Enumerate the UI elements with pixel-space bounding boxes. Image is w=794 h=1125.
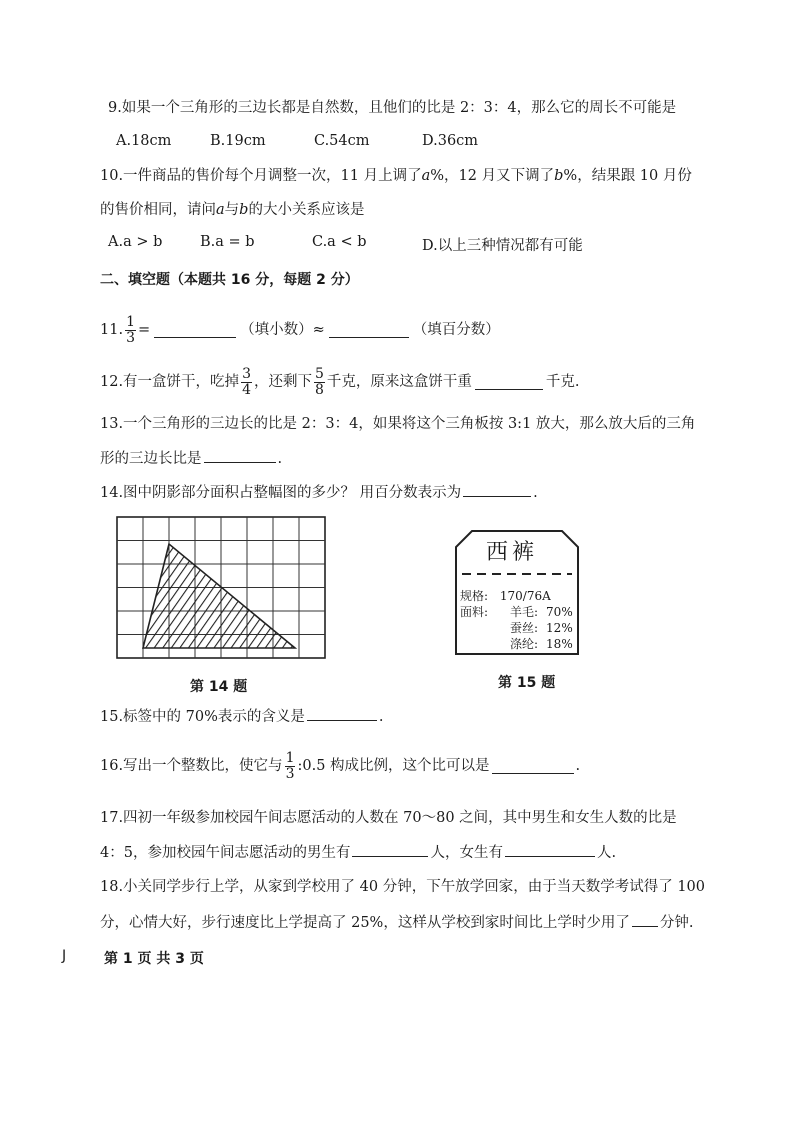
- q14-blank[interactable]: [463, 482, 531, 497]
- question-17-line-1: 17.四初一年级参加校园午间志愿活动的人数在 70～80 之间，其中男生和女生人数的比是: [100, 810, 677, 826]
- label-spec-key: 规格:: [460, 589, 489, 603]
- question-12: [100, 362, 580, 402]
- question-18-line-1: 18.小关同学步行上学，从家到学校用了 40 分钟，下午放学回家，由于当天数学考试得了 100: [100, 879, 706, 895]
- q9-option-d: D.36cm: [422, 133, 479, 149]
- q10-text-5: 与: [224, 202, 240, 218]
- label-spec: [460, 589, 551, 603]
- q12-f1-den: 4: [242, 381, 251, 398]
- q10-var-a: a: [421, 168, 431, 184]
- q10-text-4: 的售价相同，请问: [100, 202, 216, 218]
- question-11: [100, 310, 500, 350]
- figure-15-caption: 第 15 题: [498, 675, 556, 691]
- label-row-pct: 70%: [546, 605, 573, 619]
- q17-text-3: 人.: [596, 845, 617, 861]
- q11-mid: （填小数）≈: [240, 322, 325, 338]
- label-row-silk: [510, 621, 573, 635]
- q14-text: 14.图中阴影部分面积占整幅图的多少？ 用百分数表示为: [100, 485, 462, 501]
- label-row-polyester: [510, 637, 573, 651]
- q10-option-d: D.以上三种情况都有可能: [422, 238, 583, 254]
- q12-text-2: ，还剩下: [253, 374, 312, 390]
- label-row-wool: [510, 605, 573, 619]
- q12-f2-den: 8: [314, 381, 324, 398]
- section-2-heading: 二、填空题（本题共 16 分，每题 2 分）: [100, 272, 359, 288]
- footer-mark: J: [62, 948, 67, 964]
- label-row-pct: 18%: [546, 637, 573, 651]
- question-13-line-1: 13.一个三角形的三边长的比是 2：3：4，如果将这个三角板按 3:1 放大，那么放大后的三角: [100, 416, 696, 432]
- question-9-text: 9.如果一个三角形的三边长都是自然数，且他们的比是 2：3：4，那么它的周长不可能是: [108, 100, 677, 116]
- q16-text-2: :0.5 构成比例，这个比可以是: [297, 758, 490, 774]
- q17-blank-girls[interactable]: [505, 842, 595, 857]
- q12-blank[interactable]: [475, 375, 543, 390]
- q13-text: 形的三边长比是: [100, 451, 202, 467]
- q11-fraction-den: 3: [126, 329, 135, 346]
- q10-text-6: 的大小关系应该是: [248, 202, 365, 218]
- question-16: [100, 746, 580, 786]
- q10-var-a2: a: [216, 202, 225, 218]
- question-18-line-2: [100, 912, 693, 933]
- q9-option-c: C.54cm: [314, 133, 370, 149]
- q12-f1-num: 3: [242, 365, 251, 382]
- q11-blank-decimal[interactable]: [154, 323, 236, 338]
- figure-14-grid: [112, 512, 332, 664]
- q12-text-1: 12.有一盒饼干，吃掉: [100, 374, 240, 390]
- label-fabric-key: 面料:: [460, 605, 489, 619]
- label-title: 西裤: [486, 540, 539, 565]
- q17-text-2: 人，女生有: [430, 845, 503, 861]
- label-row-name: 羊毛:: [510, 605, 539, 619]
- q18-blank[interactable]: [632, 912, 658, 927]
- question-14: [100, 482, 538, 503]
- question-10-line-1: [100, 166, 692, 186]
- q17-blank-boys[interactable]: [352, 842, 428, 857]
- q12-f2-num: 5: [314, 365, 324, 382]
- q9-option-b: B.19cm: [210, 133, 266, 149]
- q11-prefix: 11.: [100, 322, 124, 338]
- q11-blank-percent[interactable]: [329, 323, 409, 338]
- q10-var-b2: b: [239, 202, 249, 218]
- q13-end: .: [277, 451, 283, 467]
- q10-option-a: A.a > b: [108, 234, 163, 250]
- q16-den: 3: [285, 765, 295, 782]
- q17-text-1: 4：5，参加校园午间志愿活动的男生有: [100, 845, 351, 861]
- q12-fraction-2: [314, 367, 325, 398]
- question-15: [100, 706, 384, 727]
- q13-blank[interactable]: [204, 448, 276, 463]
- q16-fraction: [285, 751, 296, 782]
- q12-text-4: 千克.: [545, 374, 580, 390]
- q16-num: 1: [285, 749, 295, 766]
- q15-text: 15.标签中的 70%表示的含义是: [100, 709, 305, 725]
- q16-text-1: 16.写出一个整数比，使它与: [100, 758, 283, 774]
- label-spec-value: 170/76A: [499, 589, 551, 603]
- q10-text-1: 10.一件商品的售价每个月调整一次，11 月上调了: [100, 168, 422, 184]
- q11-eq: =: [137, 322, 151, 338]
- question-17-line-2: [100, 842, 616, 863]
- q14-end: .: [533, 485, 538, 501]
- q12-fraction-1: [241, 367, 252, 398]
- q16-blank[interactable]: [492, 759, 574, 774]
- q15-blank[interactable]: [307, 706, 377, 721]
- q15-end: .: [378, 709, 384, 725]
- q10-text-2: %，12 月又下调了: [430, 168, 555, 184]
- label-row-pct: 12%: [546, 621, 573, 635]
- q10-text-3: %，结果跟 10 月份: [563, 168, 692, 184]
- q9-option-a: A.18cm: [116, 133, 172, 149]
- question-10-line-2: [100, 200, 364, 220]
- q16-end: .: [575, 758, 581, 774]
- label-row-name: 涤纶:: [510, 637, 539, 651]
- q11-end: （填百分数）: [412, 322, 500, 338]
- q18-text-1: 分，心情大好，步行速度比上学提高了 25%，这样从学校到家时间比上学时少用了: [100, 915, 630, 931]
- q11-fraction: [125, 315, 136, 346]
- q10-option-c: C.a < b: [312, 234, 367, 250]
- figure-14-caption: 第 14 题: [190, 679, 248, 695]
- q10-option-b: B.a = b: [200, 234, 255, 250]
- q11-fraction-num: 1: [126, 313, 135, 330]
- q10-var-b: b: [554, 168, 564, 184]
- question-9: [108, 98, 676, 118]
- question-13-line-2: [100, 448, 282, 469]
- q18-text-2: 分钟.: [659, 915, 694, 931]
- q12-text-3: 千克，原来这盒饼干重: [326, 374, 472, 390]
- label-row-name: 蚕丝:: [510, 621, 539, 635]
- page-number: 第 1 页 共 3 页: [104, 951, 204, 967]
